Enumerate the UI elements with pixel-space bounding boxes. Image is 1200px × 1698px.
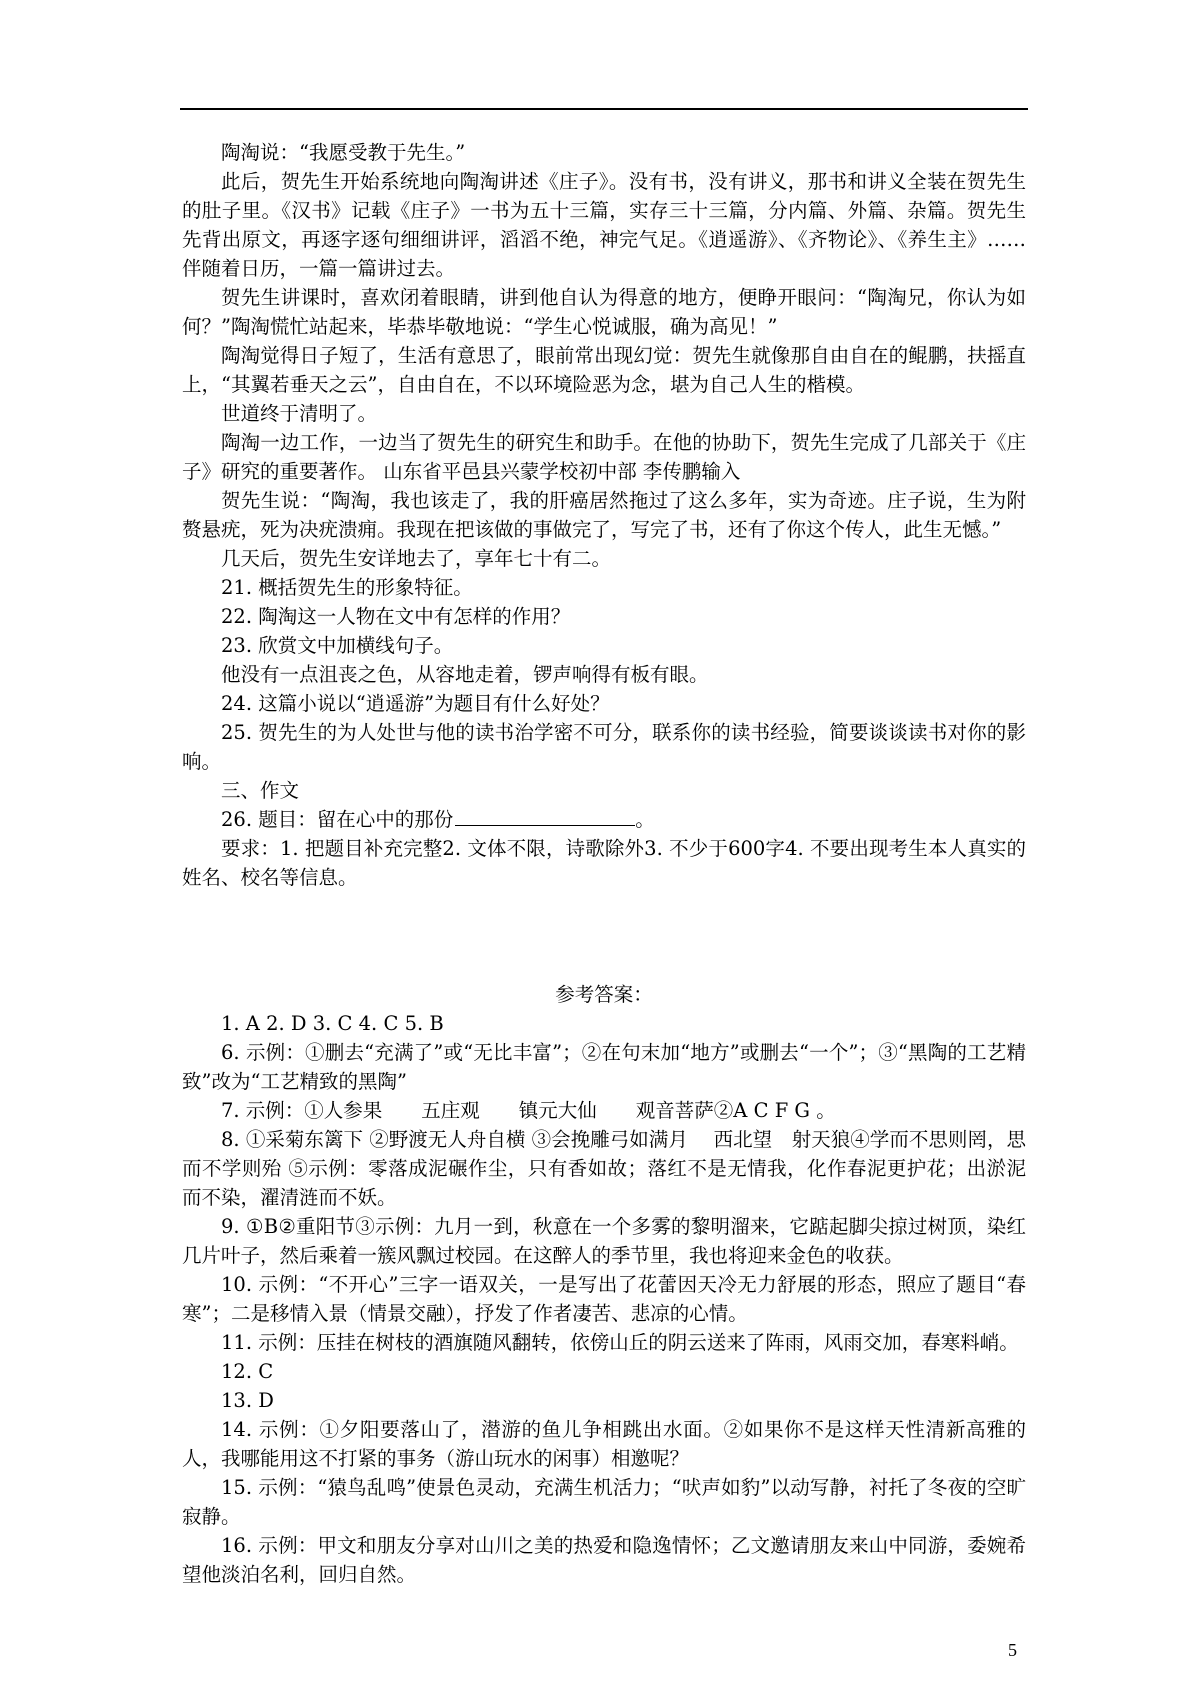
question-24: 24. 这篇小说以“逍遥游”为题目有什么好处？ — [221, 692, 610, 715]
answer-item: 1. A 2. D 3. C 4. C 5. B — [221, 1012, 444, 1035]
answer-item: 7. 示例：①人参果 五庄观 镇元大仙 观音菩萨②A C F G 。 — [221, 1099, 836, 1122]
paragraph: 陶淘觉得日子短了，生活有意思了，眼前常出现幻觉：贺先生就像那自由自在的鲲鹏，扶摇直上，“其翼若垂天之云”，自由自在，不以环境险恶为念，堪为自己人生的楷模。 — [182, 344, 1026, 396]
question-23: 23. 欣赏文中加横线句子。 — [221, 634, 454, 657]
paragraph: 贺先生讲课时，喜欢闭着眼睛，讲到他自认为得意的地方，便睁开眼问：“陶淘兄，你认为如何？”陶淘慌忙站起来，毕恭毕敬地说：“学生心悦诚服，确为高见！” — [182, 286, 1026, 338]
answer-item: 14. 示例：①夕阳要落山了，潜游的鱼儿争相跳出水面。②如果你不是这样天性清新高雅的人，我哪能用这不打紧的事务（游山玩水的闲事）相邀呢？ — [182, 1418, 1026, 1470]
paragraph: 此后，贺先生开始系统地向陶淘讲述《庄子》。没有书，没有讲义，那书和讲义全装在贺先生的肚子里。《汉书》记载《庄子》一书为五十三篇，实存三十三篇，分内篇、外篇、杂篇。贺先生先背出原文，再逐字逐句细细讲评，滔滔不绝，神完气足。《逍遥游》、《齐物论》、《养生主》……伴随着日历，一篇一篇讲过去。 — [182, 170, 1026, 280]
answer-item: 10. 示例：“不开心”三字一语双关，一是写出了花蕾因天冷无力舒展的形态，照应了题目“春寒”；二是移情入景（情景交融），抒发了作者凄苦、悲凉的心情。 — [182, 1273, 1026, 1325]
page-content — [182, 138, 1026, 1589]
essay-prompt-prefix: 26. 题目：留在心中的那份 — [221, 808, 454, 831]
question-22: 22. 陶淘这一人物在文中有怎样的作用？ — [221, 605, 571, 628]
answer-item: 16. 示例：甲文和朋友分享对山川之美的热爱和隐逸情怀；乙文邀请朋友来山中同游，委婉希望他淡泊名利，回归自然。 — [182, 1534, 1026, 1586]
answer-item: 15. 示例：“猿鸟乱鸣”使景色灵动，充满生机活力；“吠声如豹”以动写静，衬托了冬夜的空旷寂静。 — [182, 1476, 1026, 1528]
page-number: 5 — [1008, 1640, 1017, 1660]
answer-item: 13. D — [221, 1389, 274, 1412]
answer-item: 9. ①B②重阳节③示例：九月一到，秋意在一个多雾的黎明溜来，它踮起脚尖掠过树顶，染红几片叶子，然后乘着一簇风飘过校园。在这醉人的季节里，我也将迎来金色的收获。 — [182, 1215, 1026, 1267]
answers-title: 参考答案： — [555, 983, 653, 1006]
paragraph: 世道终于清明了。 — [221, 402, 378, 425]
paragraph: 陶淘说：“我愿受教于先生。” — [221, 141, 466, 164]
section-heading-essay: 三、作文 — [221, 779, 300, 802]
answer-item: 6. 示例：①删去“充满了”或“无比丰富”；②在句末加“地方”或删去“一个”；③“黑陶的工艺精致”改为“工艺精致的黑陶” — [182, 1041, 1026, 1093]
answer-item: 12. C — [221, 1360, 274, 1383]
paragraph: 几天后，贺先生安详地去了，享年七十有二。 — [221, 547, 612, 570]
fill-in-blank — [455, 805, 635, 826]
answer-item: 11. 示例：压挂在树枝的酒旗随风翻转，依傍山丘的阴云送来了阵雨，风雨交加，春寒料峭。 — [221, 1331, 1019, 1354]
essay-prompt — [182, 805, 1026, 834]
essay-prompt-suffix: 。 — [635, 808, 655, 831]
paragraph: 贺先生说：“陶淘，我也该走了，我的肝癌居然拖过了这么多年，实为奇迹。庄子说，生为附赘悬疣，死为决疣溃痈。我现在把该做的事做完了，写完了书，还有了你这个传人，此生无憾。” — [182, 489, 1026, 541]
quoted-sentence: 他没有一点沮丧之色，从容地走着，锣声响得有板有眼。 — [221, 663, 709, 686]
spacer — [182, 892, 1026, 980]
essay-requirements: 要求：1. 把题目补充完整2. 文体不限，诗歌除外3. 不少于600字4. 不要出现考生本人真实的姓名、校名等信息。 — [182, 837, 1026, 889]
question-25: 25. 贺先生的为人处世与他的读书治学密不可分，联系你的读书经验，简要谈谈读书对你的影响。 — [182, 721, 1026, 773]
header-rule — [180, 108, 1028, 110]
paragraph: 陶淘一边工作，一边当了贺先生的研究生和助手。在他的协助下，贺先生完成了几部关于《庄子》研究的重要著作。 山东省平邑县兴蒙学校初中部 李传鹏输入 — [182, 431, 1026, 483]
answer-item: 8. ①采菊东篱下 ②野渡无人舟自横 ③会挽雕弓如满月 西北望 射天狼④学而不思则罔，思而不学则殆 ⑤示例：零落成泥碾作尘，只有香如故；落红不是无情我，化作春泥更护花；出淤泥而不染，濯清涟而不妖。 — [182, 1128, 1026, 1209]
question-21: 21. 概括贺先生的形象特征。 — [221, 576, 473, 599]
